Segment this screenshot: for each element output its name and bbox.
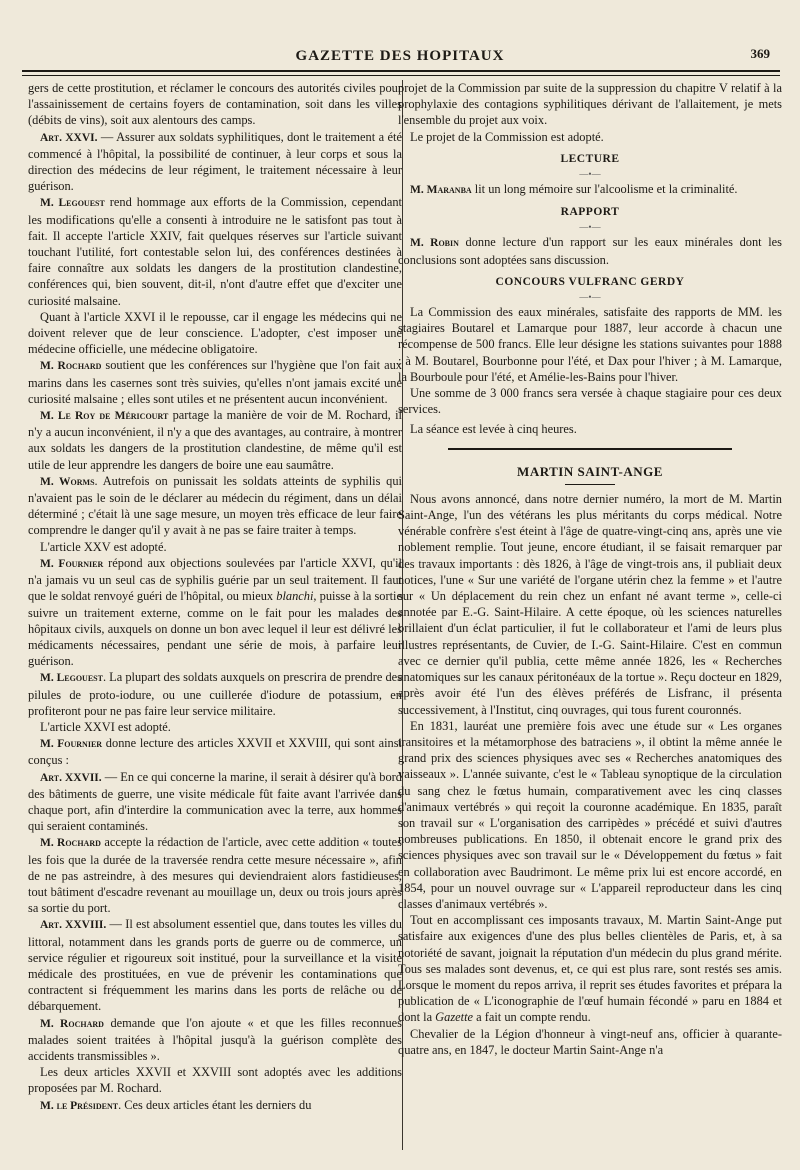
speaker-name: M. Fournier [40,738,103,751]
paragraph [28,194,402,308]
paragraph: La Commission des eaux minérales, satisfaite des rapports de MM. les stagiaires Boutarel et Lamarque pour 1887, leur accorde à chacun une récompense de 500 francs. Elle leur désigne les stations suivantes pour 1888 : à M. Boutarel, Bourbonne pour l'été, et Dax pour l'hiver ; à M. Lamarque, la Bourboule pour l'été, et Amélie-les-Bains pour l'hiver. [398,305,782,384]
page-header [20,44,780,70]
speaker-name: M. Le Roy de Méricourt [40,410,169,423]
paragraph [28,769,402,835]
paragraph-text: demande que l'on ajoute « et que les filles reconnues malades soient traitées à l'hôpital jusqu'à la guérison complète des accidents transmissibles ». [28,1015,402,1063]
speaker-name: M. Worms [40,475,95,488]
italic-term: blanchi [276,589,314,604]
paragraph-text: — En ce qui concerne la marine, il serait à désirer qu'à bord des bâtiments de guerre, une visite médicale fût faite avant l'arrivée dans chaque port, afin d'interdire la communication avec la terre, aux hommes qui seraient contaminés. [28,769,402,834]
article-lead: Art. XXVI. [40,131,98,144]
ornament: —•— [579,222,601,233]
paragraph: La séance est levée à cinq heures. [410,422,577,437]
speaker-name: M. Maranba [410,184,472,197]
right-column [398,80,782,1155]
paragraph-text: donne lecture des articles XXVII et XXVIII, qui sont ainsi conçus : [28,736,402,768]
paragraph-text: rend hommage aux efforts de la Commission, cependant les modifications qu'elle a consenti à introduire ne le satisfont pas tout à fait. Il accepte l'article XXIV, fait quelques réserves sur l'article suivant touchant l'utilité, fort contestable selon lui, des conférences destinées à faire connaître aux soldats les dangers de la prostitution clandestine, conférences qui, bien souvent, dit-il, n'ont d'autre effet que d'exciter une curiosité malsaine. [28,195,402,308]
spacer [398,268,782,272]
paragraph-text: . Ces deux articles étant les derniers du [118,1097,312,1112]
section-heading-concours: CONCOURS VULFRANC GERDY [495,275,685,288]
paragraph: gers de cette prostitution, et réclamer le concours des autorités civiles pour l'assainissement de certains foyers de contamination, soit dans les villes (débits de vins), soit aux alentours des camps. [28,81,402,128]
speaker-name: M. le Président [40,1099,119,1112]
page-number: 369 [750,46,770,61]
ornament: —•— [579,169,601,180]
paragraph: Quant à l'article XXVI il le repousse, car il engage les médecins qui ne doivent relever que de leur conscience. L'adopter, c'est imposer une médecine officielle, une médecine obligatoire. [28,309,402,357]
left-column [28,80,402,1155]
paragraph [398,181,782,198]
paragraph-text: a fait un compte rendu. [473,1010,591,1025]
paragraph [28,669,402,719]
section-heading-rapport: RAPPORT [560,206,620,219]
speaker-name: M. Legouest [40,197,105,210]
paragraph-text: , puisse à la sortie suivre un traitement externe, comme on le fait pour les malades des hôpitaux civils, auxquels on donne un bon avec lequel il leur est délivré les médicaments nécessaires, pendant une série de mois, à parfaire leur guérison. [28,589,402,669]
header-rule-thick [22,70,780,72]
speaker-name: M. Rochard [40,837,101,850]
paragraph-text: accepte la rédaction de l'article, avec cette addition « toutes les fois que la durée de la traversée rendra cette mesure nécessaire », afin de ne pas astreindre, à des mesures qui deviendraient alors fastidieuses, tout bâtiment d'escadre revenant au mouillage un, deux ou trois jours après sa sortie du port. [28,835,402,916]
paragraph [28,407,402,473]
paragraph-text: — Il est absolument essentiel que, dans toutes les villes du littoral, notamment dans les grands ports de guerre ou de commerce, un service régulier et rigoureux soit institué, pour la surveillance et la visite médicale des prostituées, en vue de prévenir les contaminations que contractent si fréquemment les marins dans les ports de relâche ou de débarquement. [28,917,402,1014]
speaker-name: M. Robin [410,237,459,250]
paragraph-text: . Autrefois on punissait les soldats atteints de syphilis qui n'avaient pas le soin de le déclarer au médecin du régiment, dans un délai déterminé ; c'était là une sage mesure, un moyen très efficace de leur faire comprendre le danger qu'il y avait à ne pas se faire traiter à temps. [28,473,402,538]
article-title: MARTIN SAINT-ANGE [517,463,663,479]
paragraph: Nous avons annoncé, dans notre dernier numéro, la mort de M. Martin Saint-Ange, l'un des vétérans les plus méritants du corps médical. Notre vénérable confrère s'est éteint à l'âge de quatre-vingt-cinq ans, après une vie noblement remplie. Tout jeune, encore étudiant, il se faisait remarquer par des travaux importants : dès 1826, à l'âge de vingt-trois ans, il publiait deux notices, l'une « Sur une variété de l'organe utérin chez la femme » et l'autre sur « Un déplacement du rein chez un enfant né avant terme », celle-ci annotée par E.-G. Saint-Hilaire. A cette époque, où les sciences naturelles brillaient d'un éclat particulier, il fut le collaborateur et l'ami de leurs plus illustres représentants, de Cuvier, de I.-G. Saint-Hilaire. C'est en commun avec ce dernier qu'il publia, cette même année 1826, les « Recherches anatomiques sur les canaux péritonéaux de la tortue ». Reçu docteur en 1829, après avoir été l'un des élèves préférés de Lisfranc, il présenta successivement, à l'Institut, cinq ouvrages, qui tous furent couronnés. [398,491,782,717]
paragraph-text: soutient que les conférences sur l'hygiène que l'on fait aux marins dans les casernes sont très suivies, qu'elles n'ont jamais excité une curiosité malsaine ; elles sont utiles et ne présentent aucun inconvénient. [28,358,402,406]
paragraph-text: — Assurer aux soldats syphilitiques, dont le traitement a été commencé à l'hôpital, la possibilité de continuer, à leur corps et sous la direction des médecins de leur régiment, le traitement nécessaire à leur guérison. [28,129,402,194]
paragraph: Les deux articles XXVII et XXVIII sont adoptés avec les additions proposées par M. Rochard. [28,1065,402,1096]
paragraph-text: répond aux objections soulevées par l'article XXVI, qu'il n'a jamais vu un seul cas de syphilis guérie par un seul traitement. Il faut que le soldat renvoyé guéri de l'hôpital, ou mieux [28,555,402,604]
spacer [398,145,782,149]
paragraph [28,1015,402,1065]
paragraph: Chevalier de la Légion d'honneur à vingt-neuf ans, officier à quarante-quatre ans, en 1847, le docteur Martin Saint-Ange n'a [398,1026,782,1057]
journal-title: GAZETTE DES HOPITAUX [295,48,505,64]
speaker-name: M. Rochard [40,1017,104,1030]
italic-term: Gazette [435,1010,474,1025]
header-rule-thin [22,75,780,76]
paragraph: projet de la Commission par suite de la suppression du chapitre V relatif à la prophylaxie des contagions syphilitiques dérivant de l'allaitement, je mets l'ensemble du projet aux voix. [398,81,782,128]
paragraph: L'article XXVI est adopté. [40,719,171,734]
paragraph-text: . La plupart des soldats auxquels on prescrira de prendre des pilules de proto-iodure, ou une cuillerée d'iodure de potassium, en profiteront pour ne pas faire leur service militaire. [28,670,402,718]
ornament: —•— [579,292,601,303]
article-lead: Art. XXVII. [40,771,102,784]
paragraph: En 1831, lauréat une première fois avec une étude sur « Les organes transitoires et la métamorphose des batraciens », il obtint la même année le grand prix des sciences physiques avec ses « Recherches anatomiques des vaisseaux ». L'année suivante, c'est le « Tableau synoptique de la circulation du sang chez le fœtus humain, comparativement avec les cinq classes d'animaux vertébrés » qui reçoit la couronne académique. En 1835, paraît son travail sur « L'organisation des carripèdes » précédé et suivi d'autres nombreuses publications. En 1850, il obtenait encore le grand prix des sciences physiques avec son travail sur le « Développement du fœtus » fait en collaboration avec Baudrimont. Le même prix lui est encore accordé, en 1854, pour un nouvel ouvrage sur « L'appareil reproducteur dans les cinq classes d'animaux vertébrés ». [398,718,782,911]
title-underline [565,484,615,485]
paragraph [398,912,782,1025]
paragraph [28,473,402,539]
paragraph [398,234,782,267]
paragraph [28,735,402,768]
article-lead: Art. XXVIII. [40,919,107,932]
paragraph [28,834,402,916]
paragraph [28,916,402,1014]
paragraph [28,1097,402,1114]
section-heading-lecture: LECTURE [560,152,620,165]
paragraph-text: Tout en accomplissant ces imposants travaux, M. Martin Saint-Ange put satisfaire aux exigences d'une des plus belles clientèles de Paris, et, à sa notoriété de savant, joignait la réputation d'un médecin du plus grand mérite. Tous ses malades sont devenus, et, ce qui est plus rare, sont restés ses amis. Lorsque le moment du repos arriva, il reprit ses études favorites et prépara la publication de « L'iconographie de l'œuf humain fécondé » paru en 1884 et dont la [398,913,782,1025]
paragraph [28,357,402,407]
speaker-name: M. Legouest [40,672,103,685]
paragraph: Le projet de la Commission est adopté. [410,129,604,144]
section-divider [448,448,732,450]
spacer [398,198,782,202]
paragraph [28,555,402,669]
paragraph-text: partage la manière de voir de M. Rochard, il n'y a aucun inconvénient, il n'y a que des avantages, au contraire, à montrer aux soldats les dangers de la prostitution clandestine, de même qu'il est utile de leur apprendre les dangers de boire une eau saumâtre. [28,408,402,472]
paragraph: L'article XXV est adopté. [40,539,167,554]
paragraph-text: donne lecture d'un rapport sur les eaux minérales dont les conclusions sont adoptées sans discussion. [398,235,782,267]
speaker-name: M. Rochard [40,360,102,373]
paragraph: Une somme de 3 000 francs sera versée à chaque stagiaire pour ces deux services. [398,386,782,417]
paragraph [28,129,402,195]
speaker-name: M. Fournier [40,557,104,570]
paragraph-text: lit un long mémoire sur l'alcoolisme et la criminalité. [471,182,738,197]
